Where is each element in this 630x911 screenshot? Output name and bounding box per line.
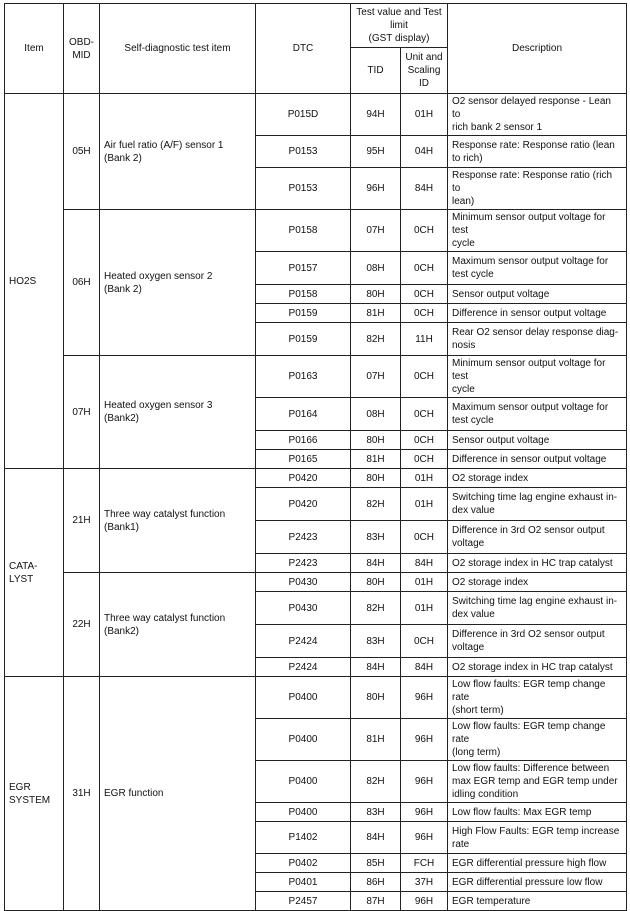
description-cell: Response rate: Response ratio (rich to lean) (448, 168, 627, 210)
table-row (5, 469, 627, 488)
header-self-diagnostic-test-item: Self-diagnostic test item (100, 4, 256, 94)
tid-cell: 83H (351, 521, 401, 554)
description-cell: EGR differential pressure low flow (448, 873, 627, 892)
tid-cell: 82H (351, 323, 401, 356)
test-item-cell: Heated oxygen sensor 3 (Bank2) (100, 356, 256, 469)
tid-cell: 84H (351, 658, 401, 677)
obd-mid-cell: 07H (64, 356, 100, 469)
description-cell: Maximum sensor output voltage for test cycle (448, 398, 627, 431)
unit-scaling-cell: 96H (401, 803, 448, 822)
tid-cell: 82H (351, 761, 401, 803)
dtc-cell: P0153 (256, 168, 351, 210)
description-cell: Low flow faults: Difference between max EGR temp and EGR temp under idling condition (448, 761, 627, 803)
dtc-cell: P0430 (256, 573, 351, 592)
tid-cell: 80H (351, 573, 401, 592)
tid-cell: 80H (351, 285, 401, 304)
header-tid: TID (351, 48, 401, 94)
unit-scaling-cell: 01H (401, 469, 448, 488)
unit-scaling-cell: 0CH (401, 356, 448, 398)
tid-cell: 81H (351, 450, 401, 469)
dtc-cell: P2423 (256, 521, 351, 554)
description-cell: Response rate: Response ratio (lean to rich) (448, 136, 627, 168)
description-cell: O2 storage index in HC trap catalyst (448, 554, 627, 573)
description-cell: Low flow faults: Max EGR temp (448, 803, 627, 822)
dtc-cell: P0400 (256, 803, 351, 822)
tid-cell: 84H (351, 822, 401, 854)
unit-scaling-cell: 0CH (401, 210, 448, 252)
obd-mid-cell: 31H (64, 677, 100, 911)
item-cell: CATA- LYST (5, 469, 64, 677)
unit-scaling-cell: 0CH (401, 285, 448, 304)
table-row (5, 573, 627, 592)
tid-cell: 08H (351, 398, 401, 431)
description-cell: Minimum sensor output voltage for test cycle (448, 356, 627, 398)
unit-scaling-cell: 37H (401, 873, 448, 892)
tid-cell: 94H (351, 94, 401, 136)
dtc-cell: P0400 (256, 719, 351, 761)
dtc-cell: P0157 (256, 252, 351, 285)
tid-cell: 85H (351, 854, 401, 873)
description-cell: O2 storage index in HC trap catalyst (448, 658, 627, 677)
header-dtc: DTC (256, 4, 351, 94)
unit-scaling-cell: 01H (401, 94, 448, 136)
dtc-cell: P2424 (256, 625, 351, 658)
item-cell: EGR SYSTEM (5, 677, 64, 911)
unit-scaling-cell: 96H (401, 761, 448, 803)
tid-cell: 96H (351, 168, 401, 210)
unit-scaling-cell: 84H (401, 168, 448, 210)
description-cell: Switching time lag engine exhaust in- dex value (448, 488, 627, 521)
dtc-cell: P2423 (256, 554, 351, 573)
unit-scaling-cell: 0CH (401, 431, 448, 450)
dtc-cell: P0158 (256, 210, 351, 252)
unit-scaling-cell: 0CH (401, 521, 448, 554)
tid-cell: 82H (351, 592, 401, 625)
description-cell: Sensor output voltage (448, 285, 627, 304)
tid-cell: 81H (351, 304, 401, 323)
description-cell: Maximum sensor output voltage for test cycle (448, 252, 627, 285)
test-item-cell: Three way catalyst function (Bank1) (100, 469, 256, 573)
obd-mid-cell: 05H (64, 94, 100, 210)
dtc-cell: P0402 (256, 854, 351, 873)
tid-cell: 07H (351, 356, 401, 398)
tid-cell: 80H (351, 431, 401, 450)
table-body (5, 94, 627, 911)
dtc-cell: P0163 (256, 356, 351, 398)
tid-cell: 80H (351, 469, 401, 488)
item-cell: HO2S (5, 94, 64, 469)
dtc-cell: P015D (256, 94, 351, 136)
unit-scaling-cell: 11H (401, 323, 448, 356)
dtc-cell: P0165 (256, 450, 351, 469)
description-cell: O2 storage index (448, 573, 627, 592)
dtc-cell: P0420 (256, 488, 351, 521)
obd-test-table (4, 3, 627, 911)
dtc-cell: P0400 (256, 761, 351, 803)
description-cell: High Flow Faults: EGR temp increase rate (448, 822, 627, 854)
dtc-cell: P1402 (256, 822, 351, 854)
unit-scaling-cell: 96H (401, 822, 448, 854)
test-item-cell: Heated oxygen sensor 2 (Bank 2) (100, 210, 256, 356)
dtc-cell: P0166 (256, 431, 351, 450)
description-cell: Low flow faults: EGR temp change rate (long term) (448, 719, 627, 761)
tid-cell: 84H (351, 554, 401, 573)
description-cell: O2 storage index (448, 469, 627, 488)
obd-mid-cell: 21H (64, 469, 100, 573)
dtc-cell: P0158 (256, 285, 351, 304)
unit-scaling-cell: 01H (401, 573, 448, 592)
test-item-cell: EGR function (100, 677, 256, 911)
unit-scaling-cell: 04H (401, 136, 448, 168)
tid-cell: 83H (351, 625, 401, 658)
unit-scaling-cell: 96H (401, 719, 448, 761)
tid-cell: 08H (351, 252, 401, 285)
description-cell: EGR differential pressure high flow (448, 854, 627, 873)
tid-cell: 95H (351, 136, 401, 168)
header-test-value: Test value and Test limit (GST display) (351, 4, 448, 48)
dtc-cell: P0153 (256, 136, 351, 168)
tid-cell: 80H (351, 677, 401, 719)
dtc-cell: P0159 (256, 323, 351, 356)
tid-cell: 87H (351, 892, 401, 911)
tid-cell: 82H (351, 488, 401, 521)
description-cell: Difference in 3rd O2 sensor output voltage (448, 521, 627, 554)
description-cell: O2 sensor delayed response - Lean to rich bank 2 sensor 1 (448, 94, 627, 136)
test-item-cell: Air fuel ratio (A/F) sensor 1 (Bank 2) (100, 94, 256, 210)
description-cell: EGR temperature (448, 892, 627, 911)
description-cell: Low flow faults: EGR temp change rate (short term) (448, 677, 627, 719)
unit-scaling-cell: 96H (401, 677, 448, 719)
dtc-cell: P0430 (256, 592, 351, 625)
dtc-cell: P0420 (256, 469, 351, 488)
header-description: Description (448, 4, 627, 94)
table-row (5, 210, 627, 252)
unit-scaling-cell: FCH (401, 854, 448, 873)
unit-scaling-cell: 96H (401, 892, 448, 911)
unit-scaling-cell: 84H (401, 658, 448, 677)
dtc-cell: P0164 (256, 398, 351, 431)
obd-mid-cell: 06H (64, 210, 100, 356)
unit-scaling-cell: 0CH (401, 450, 448, 469)
description-cell: Minimum sensor output voltage for test cycle (448, 210, 627, 252)
description-cell: Difference in sensor output voltage (448, 304, 627, 323)
test-item-cell: Three way catalyst function (Bank2) (100, 573, 256, 677)
header-item: Item (5, 4, 64, 94)
tid-cell: 07H (351, 210, 401, 252)
unit-scaling-cell: 01H (401, 592, 448, 625)
table-row (5, 94, 627, 136)
tid-cell: 83H (351, 803, 401, 822)
unit-scaling-cell: 84H (401, 554, 448, 573)
description-cell: Difference in 3rd O2 sensor output voltage (448, 625, 627, 658)
unit-scaling-cell: 01H (401, 488, 448, 521)
dtc-cell: P0401 (256, 873, 351, 892)
unit-scaling-cell: 0CH (401, 304, 448, 323)
unit-scaling-cell: 0CH (401, 625, 448, 658)
dtc-cell: P0159 (256, 304, 351, 323)
header-obd-mid: OBD- MID (64, 4, 100, 94)
dtc-cell: P2457 (256, 892, 351, 911)
tid-cell: 81H (351, 719, 401, 761)
unit-scaling-cell: 0CH (401, 398, 448, 431)
table-row (5, 677, 627, 719)
tid-cell: 86H (351, 873, 401, 892)
description-cell: Rear O2 sensor delay response diag- nosis (448, 323, 627, 356)
dtc-cell: P0400 (256, 677, 351, 719)
description-cell: Sensor output voltage (448, 431, 627, 450)
description-cell: Difference in sensor output voltage (448, 450, 627, 469)
header-unit-scaling-id: Unit and Scaling ID (401, 48, 448, 94)
unit-scaling-cell: 0CH (401, 252, 448, 285)
dtc-cell: P2424 (256, 658, 351, 677)
table-row (5, 356, 627, 398)
obd-mid-cell: 22H (64, 573, 100, 677)
description-cell: Switching time lag engine exhaust in- dex value (448, 592, 627, 625)
